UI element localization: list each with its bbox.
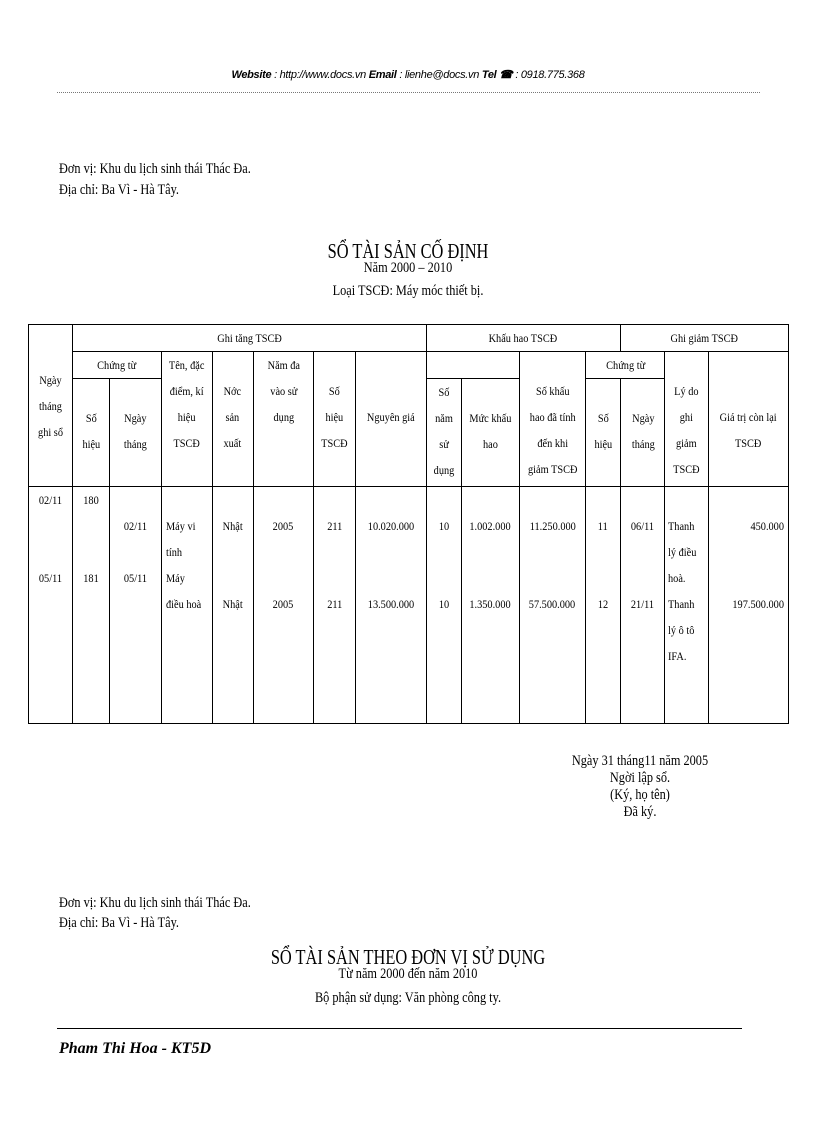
cell-dec-no: 11 12 — [586, 487, 621, 724]
email-value[interactable]: : lienhe@docs.vn — [399, 69, 480, 81]
footer-author: Pham Thi Hoa - KT5D — [59, 1040, 212, 1057]
header-record-date: Ngày tháng ghi sổ — [29, 325, 73, 487]
cell-asset-no: 211 211 — [314, 487, 356, 724]
cell-number: 180 181 — [73, 487, 110, 724]
ledger-years-2: Từ năm 2000 đến năm 2010 — [338, 966, 478, 982]
signature-note: (Ký, họ tên) — [610, 787, 670, 803]
website-label: Website — [231, 69, 272, 81]
signature-signed: Đã ký. — [623, 804, 657, 820]
header-country: Nớc sản xuất — [212, 352, 253, 487]
tel-value: : 0918.775.368 — [515, 69, 585, 81]
header-divider — [57, 92, 760, 93]
department-line: Bộ phận sử dụng: Văn phòng công ty. — [314, 990, 502, 1006]
cell-country: Nhật Nhật — [212, 487, 253, 724]
email-label: Email — [368, 69, 397, 81]
header-year-use: Năm đa vào sử dụng — [253, 352, 313, 487]
cell-remaining: 450.000 197.500.000 — [708, 487, 788, 724]
header-group-increase: Ghi tăng TSCĐ — [73, 325, 426, 352]
asset-ledger-table — [28, 324, 789, 724]
header-number2: Số hiệu — [586, 379, 621, 487]
cell-reason: Thanh lý điều hoà. Thanh lý ô tô IFA. — [665, 487, 708, 724]
cell-cost: 10.020.000 13.500.000 — [356, 487, 426, 724]
table-row: 02/11 05/11 — [29, 487, 73, 724]
header-number: Số hiệu — [73, 379, 110, 487]
website-value[interactable]: : http://www.docs.vn — [274, 69, 366, 81]
page-header — [0, 68, 816, 81]
header-dep-rate: Mức khấu hao — [461, 379, 519, 487]
address-line: Địa chỉ: Ba Vì - Hà Tây. — [59, 182, 180, 198]
header-voucher2: Chứng từ — [586, 352, 665, 379]
cell-date: 02/11 05/11 — [110, 487, 161, 724]
footer-divider — [57, 1028, 742, 1029]
header-date: Ngày tháng — [110, 379, 161, 487]
header-accumulated: Số khấu hao đã tính đến khi giảm TSCĐ — [519, 352, 585, 487]
cell-name: Máy vi tính Máy điều hoà — [161, 487, 212, 724]
signature-role: Ngời lập sổ. — [609, 770, 671, 786]
ledger-asset-type: Loại TSCĐ: Máy móc thiết bị. — [332, 283, 484, 299]
header-reason: Lý do ghi giảm TSCĐ — [665, 352, 708, 487]
header-years: Số năm sử dụng — [426, 379, 461, 487]
header-group-depreciation: Khấu hao TSCĐ — [426, 325, 621, 352]
ledger-years: Năm 2000 – 2010 — [363, 260, 453, 276]
header-asset-no: Số hiệu TSCĐ — [314, 352, 356, 487]
cell-dec-date: 06/11 21/11 — [621, 487, 665, 724]
cell-dep: 1.002.000 1.350.000 — [461, 487, 519, 724]
tel-label: Tel ☎ — [481, 69, 513, 81]
header-depreciation-blank — [426, 352, 519, 379]
signature-date: Ngày 31 tháng11 năm 2005 — [571, 753, 709, 769]
cell-years: 10 10 — [426, 487, 461, 724]
header-date2: Ngày tháng — [621, 379, 665, 487]
cell-accum: 11.250.000 57.500.000 — [519, 487, 585, 724]
unit-line-2: Đơn vị: Khu du lịch sinh thái Thác Đa. — [59, 895, 251, 911]
header-cost: Nguyên giá — [356, 352, 426, 487]
header-voucher: Chứng từ — [73, 352, 161, 379]
cell-year: 2005 2005 — [253, 487, 313, 724]
ledger-title-2: SỔ TÀI SẢN THEO ĐƠN VỊ SỬ DỤNG — [270, 945, 546, 969]
address-line-2: Địa chỉ: Ba Vì - Hà Tây. — [59, 915, 180, 931]
header-remaining: Giá trị còn lại TSCĐ — [708, 352, 788, 487]
header-asset-name: Tên, đặc điểm, kí hiệu TSCĐ — [161, 352, 212, 487]
ledger-title: SỔ TÀI SẢN CỐ ĐỊNH — [327, 239, 489, 263]
unit-line: Đơn vị: Khu du lịch sinh thái Thác Đa. — [59, 161, 251, 177]
signature-block — [540, 753, 740, 821]
header-group-decrease: Ghi giảm TSCĐ — [621, 325, 789, 352]
